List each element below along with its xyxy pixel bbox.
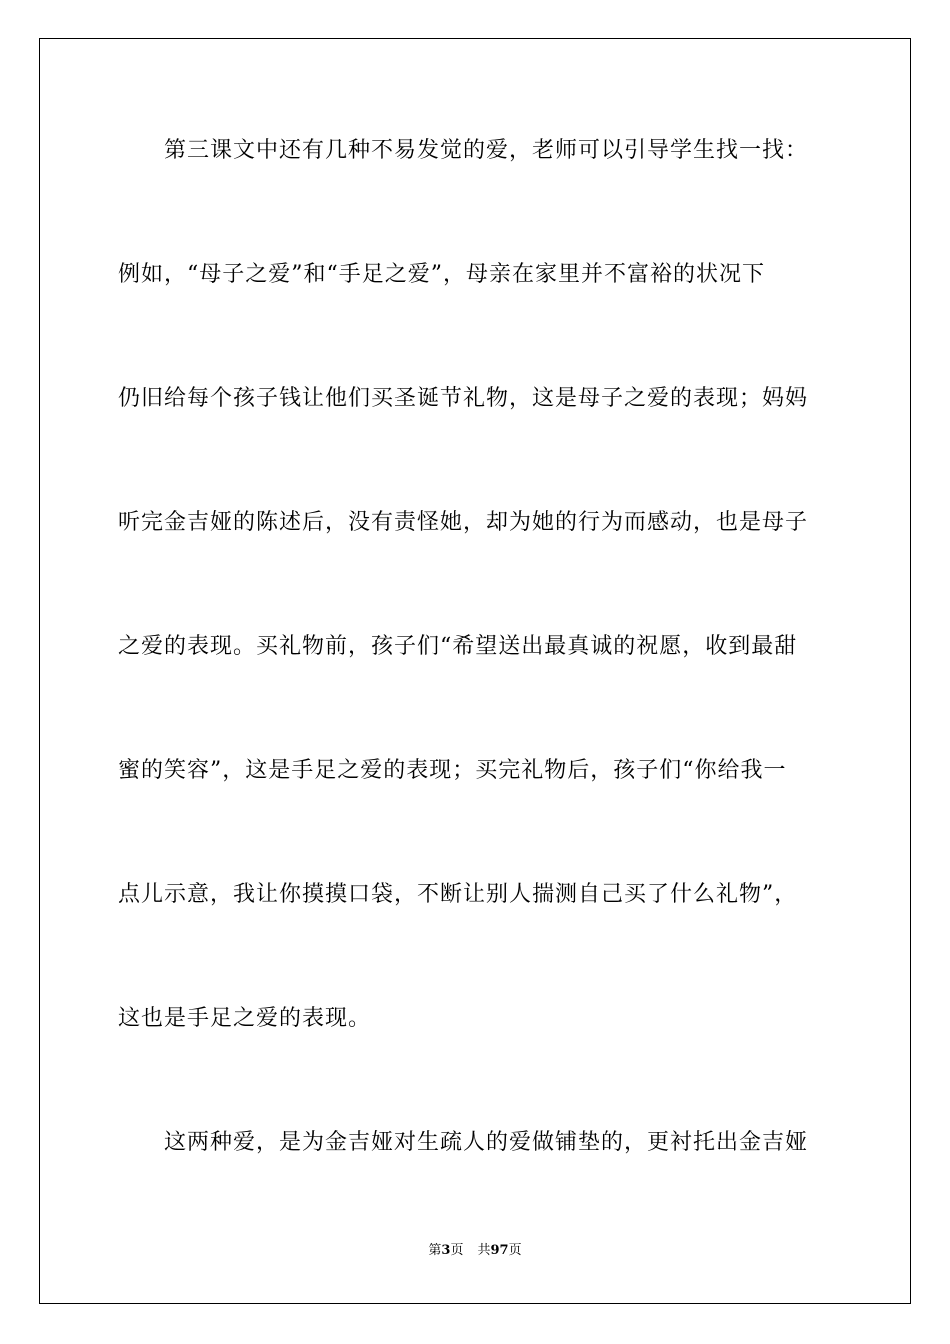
page-suffix: 页	[450, 1243, 464, 1258]
page-footer	[0, 1242, 950, 1260]
total-pages: 97	[490, 1243, 509, 1258]
text-line-4: 听完金吉娅的陈述后，没有责怪她，却为她的行为而感动，也是母子	[118, 510, 809, 535]
total-suffix: 页	[508, 1243, 522, 1258]
total-prefix: 共	[477, 1243, 491, 1258]
text-line-5: 之爱的表现。买礼物前，孩子们“希望送出最真诚的祝愿，收到最甜	[118, 634, 798, 659]
text-line-6: 蜜的笑容”，这是手足之爱的表现；买完礼物后，孩子们“你给我一	[118, 758, 787, 783]
text-line-9: 这两种爱，是为金吉娅对生疏人的爱做铺垫的，更衬托出金吉娅	[164, 1130, 809, 1155]
text-line-7: 点儿示意，我让你摸摸口袋，不断让别人揣测自己买了什么礼物”，	[118, 882, 798, 907]
text-line-8: 这也是手足之爱的表现。	[118, 1006, 372, 1031]
text-line-3: 仍旧给每个孩子钱让他们买圣诞节礼物，这是母子之爱的表现；妈妈	[118, 386, 809, 411]
page-border	[39, 38, 911, 1304]
page-number: 3	[441, 1243, 451, 1258]
text-line-2: 例如，“母子之爱”和“手足之爱”，母亲在家里并不富裕的状况下	[118, 262, 765, 287]
text-line-1: 第三课文中还有几种不易发觉的爱，老师可以引导学生找一找：	[164, 138, 809, 163]
page-prefix: 第	[428, 1243, 442, 1258]
